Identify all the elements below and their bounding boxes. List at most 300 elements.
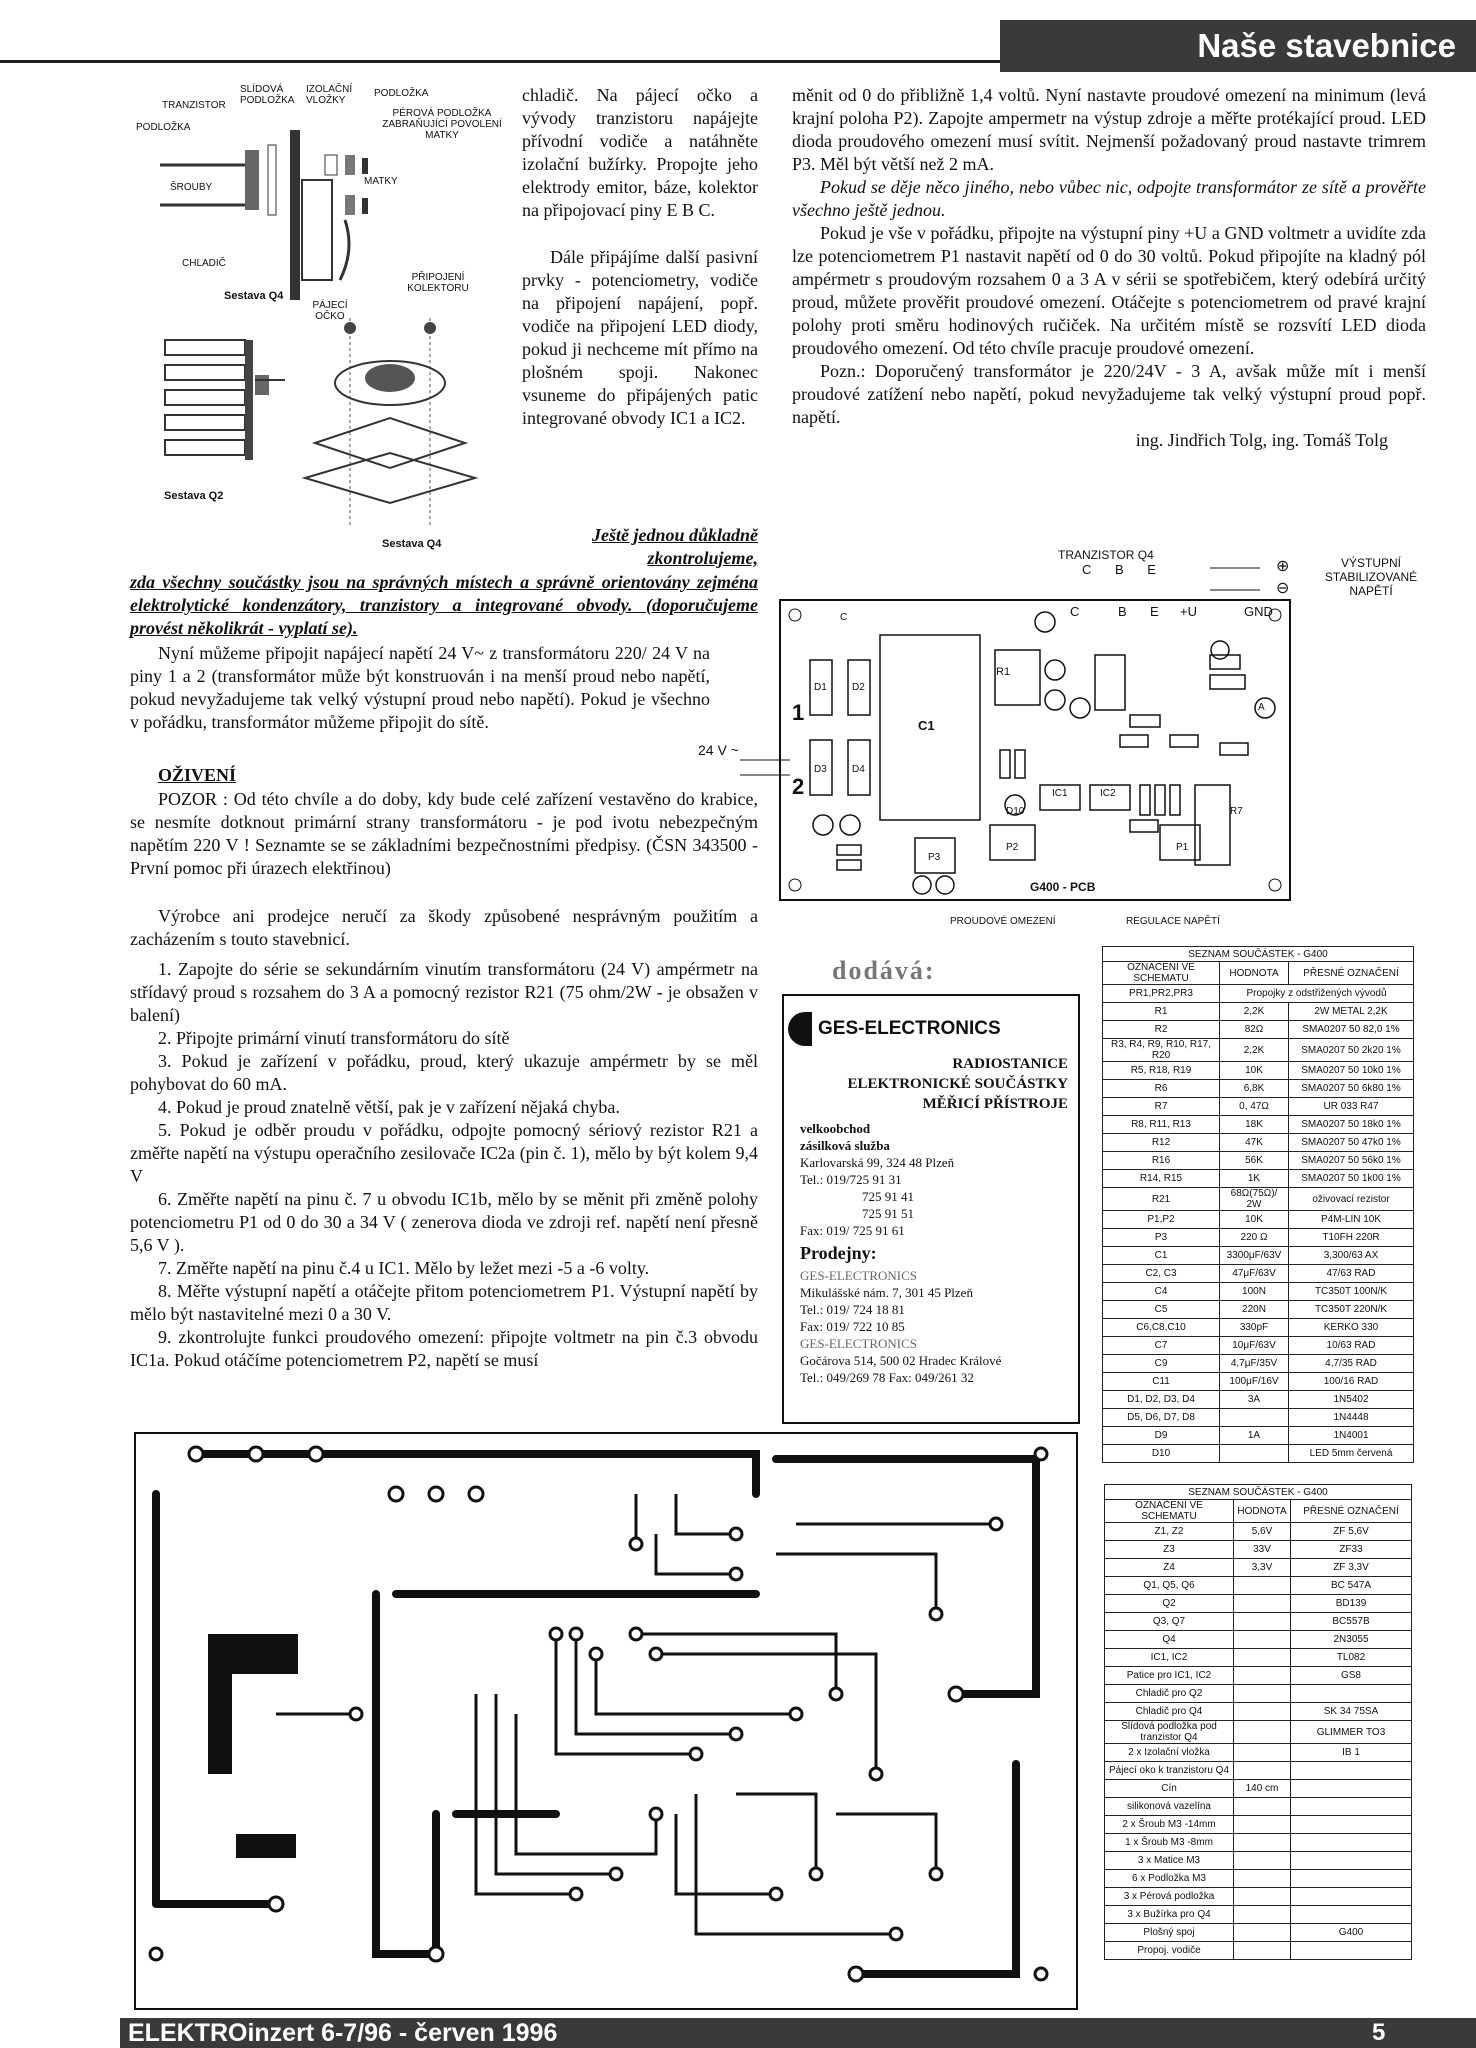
oziveni-title: OŽIVENÍ bbox=[158, 765, 237, 785]
step-item: 9. zkontrolujte funkci proudového omezení: připojte voltmetr na pin č.3 obvodu IC1a. Pokud otáčíme potenciometrem P2, napětí se musí bbox=[130, 1327, 758, 1370]
table-cell bbox=[1234, 1744, 1291, 1762]
table-title: SEZNAM SOUČÁSTEK - G400 bbox=[1103, 947, 1414, 962]
table-row bbox=[1105, 1780, 1412, 1798]
caption-q4-stack: Sestava Q4 bbox=[382, 538, 442, 550]
table-cell bbox=[1234, 1852, 1291, 1870]
table-row bbox=[1105, 1942, 1412, 1960]
table-cell bbox=[1234, 1649, 1291, 1667]
assembly-text-2: Dále připájíme další pasivní prvky - potenciometry, vodiče na připojení napájení, popř. vodiče na připojení LED diody, pokud ji nechceme mít přímo na plošném spoji. Nakonec vsuneme do připájených patic integrované obvody IC1 a IC2. bbox=[522, 247, 758, 428]
pcb-pin-b: B bbox=[1118, 604, 1127, 619]
fig-label-collector: PŘIPOJENÍ KOLEKTORU bbox=[407, 272, 469, 294]
table-row bbox=[1105, 1595, 1412, 1613]
table-cell bbox=[1291, 1870, 1412, 1888]
shop-name: GES-ELECTRONICS bbox=[800, 1268, 917, 1283]
pcb-part-d10: D10 bbox=[1006, 806, 1025, 817]
table-cell: Q3, Q7 bbox=[1105, 1613, 1234, 1631]
table-row bbox=[1105, 1744, 1412, 1762]
table-cell: IC1, IC2 bbox=[1105, 1649, 1234, 1667]
table-cell: D5, D6, D7, D8 bbox=[1103, 1409, 1220, 1427]
table-cell: C6,C8,C10 bbox=[1103, 1319, 1220, 1337]
table-cell: Cín bbox=[1105, 1780, 1234, 1798]
table-cell bbox=[1291, 1942, 1412, 1960]
table-row bbox=[1103, 1134, 1414, 1152]
table-cell: D10 bbox=[1103, 1445, 1220, 1463]
table-cell: SK 34 75SA bbox=[1291, 1703, 1412, 1721]
table-cell: P3 bbox=[1103, 1229, 1220, 1247]
supplier-heading: dodává: bbox=[832, 956, 936, 985]
step-item: 3. Pokud je zařízení v pořádku, proud, který ukazuje ampérmetr by se měl pohybovat do 60 mA. bbox=[130, 1051, 758, 1094]
warning-line-2: zda všechny součástky jsou na správných místech a správně orientovány zejména elektrolytické kondenzátory, tranzistory a integrované obvody. (doporučujeme provést několikrát - vyplatí se). bbox=[130, 572, 758, 638]
table-cell bbox=[1234, 1816, 1291, 1834]
supplier-phone: 725 91 41 bbox=[862, 1189, 914, 1204]
table-cell bbox=[1220, 1409, 1289, 1427]
table-cell: D1, D2, D3, D4 bbox=[1103, 1391, 1220, 1409]
table-row bbox=[1105, 1559, 1412, 1577]
table-cell: 10μF/63V bbox=[1220, 1337, 1289, 1355]
parts-table-1-body bbox=[1103, 985, 1414, 1463]
shop-name: GES-ELECTRONICS bbox=[800, 1336, 917, 1351]
section-title: Naše stavebnice bbox=[1197, 27, 1456, 64]
pcb-pin-e: E bbox=[1150, 604, 1159, 619]
supplier-shops-title: Prodejny: bbox=[800, 1243, 877, 1263]
pcb-label-cbe: C B E bbox=[1082, 562, 1166, 577]
table-cell bbox=[1234, 1924, 1291, 1942]
table-cell: R16 bbox=[1103, 1152, 1220, 1170]
q2-transistor bbox=[255, 375, 269, 395]
table-cell: UR 033 R47 bbox=[1289, 1098, 1414, 1116]
pcb-plus: ⊕ bbox=[1276, 558, 1290, 575]
step-item: 7. Změřte napětí na pinu č.4 u IC1. Mělo by ležet mezi -5 a -6 volty. bbox=[158, 1258, 650, 1278]
table-cell: C11 bbox=[1103, 1373, 1220, 1391]
supplier-tag: MĚŘICÍ PŘÍSTROJE bbox=[922, 1096, 1068, 1112]
table-cell: 220 Ω bbox=[1220, 1229, 1289, 1247]
fig-label-mica: SLÍDOVÁ PODLOŽKA bbox=[240, 84, 295, 106]
table-cell: SMA0207 50 2k20 1% bbox=[1289, 1039, 1414, 1062]
para-disclaimer: Výrobce ani prodejce neručí za škody způsobené nesprávným použitím a zacházením s touto stavebnicí. bbox=[130, 906, 758, 949]
mount-hole bbox=[1269, 879, 1281, 891]
table-cell: R5, R18, R19 bbox=[1103, 1062, 1220, 1080]
table-row bbox=[1103, 1337, 1414, 1355]
q2-base bbox=[245, 340, 253, 460]
table-cell: SMA0207 50 6k80 1% bbox=[1289, 1080, 1414, 1098]
warning-line-1: Ještě jednou důkladně zkontrolujeme, bbox=[591, 525, 758, 568]
table-cell bbox=[1291, 1834, 1412, 1852]
q4-mica bbox=[315, 418, 465, 468]
table-cell: C1 bbox=[1103, 1247, 1220, 1265]
table-row bbox=[1105, 1523, 1412, 1541]
table-cell: oživovací rezistor bbox=[1289, 1188, 1414, 1211]
table-cell: R3, R4, R9, R10, R17, R20 bbox=[1103, 1039, 1220, 1062]
table-row bbox=[1103, 1229, 1414, 1247]
section-title-banner bbox=[1000, 20, 1476, 72]
table-row bbox=[1103, 1247, 1414, 1265]
table-row bbox=[1103, 1211, 1414, 1229]
table-cell: Chladič pro Q2 bbox=[1105, 1685, 1234, 1703]
table-cell: 1A bbox=[1220, 1427, 1289, 1445]
table-cell: Plošný spoj bbox=[1105, 1924, 1234, 1942]
table-cell bbox=[1234, 1703, 1291, 1721]
table-cell: LED 5mm červená bbox=[1289, 1445, 1414, 1463]
table-row bbox=[1103, 1445, 1414, 1463]
table-cell: R7 bbox=[1103, 1098, 1220, 1116]
table-cell: GLIMMER TO3 bbox=[1291, 1721, 1412, 1744]
table-cell: Q4 bbox=[1105, 1631, 1234, 1649]
supplier-name: GES-ELECTRONICS bbox=[818, 1018, 1001, 1039]
table-cell: 4,7μF/35V bbox=[1220, 1355, 1289, 1373]
supplier-phone: Tel.: 019/725 91 31 bbox=[800, 1172, 902, 1187]
pcb-part-d4: D4 bbox=[852, 764, 865, 775]
table-cell: ZF 3,3V bbox=[1291, 1559, 1412, 1577]
table-row bbox=[1105, 1721, 1412, 1744]
pcb-traces bbox=[136, 1434, 1076, 2008]
table-row bbox=[1105, 1852, 1412, 1870]
supplier-tags bbox=[848, 1054, 1068, 1114]
table-row bbox=[1105, 1577, 1412, 1595]
table-cell bbox=[1234, 1798, 1291, 1816]
table-cell: 1 x Šroub M3 -8mm bbox=[1105, 1834, 1234, 1852]
table-cell: 18K bbox=[1220, 1116, 1289, 1134]
table-cell: C7 bbox=[1103, 1337, 1220, 1355]
q2-fins bbox=[165, 340, 245, 455]
table-cell: 330pF bbox=[1220, 1319, 1289, 1337]
figure-q2-heatsink bbox=[160, 335, 290, 465]
authors: ing. Jindřich Tolg, ing. Tomáš Tolg bbox=[1135, 430, 1388, 450]
table-cell bbox=[1291, 1888, 1412, 1906]
table-row bbox=[1105, 1906, 1412, 1924]
table-cell: 47μF/63V bbox=[1220, 1265, 1289, 1283]
fig-label-nuts: MATKY bbox=[364, 176, 398, 187]
transistor-body bbox=[245, 150, 259, 210]
table-cell: 6,8K bbox=[1220, 1080, 1289, 1098]
table-cell: P1,P2 bbox=[1103, 1211, 1220, 1229]
mount-hole bbox=[789, 879, 801, 891]
table-cell: 4,7/35 RAD bbox=[1289, 1355, 1414, 1373]
table-cell bbox=[1234, 1721, 1291, 1744]
table-cell bbox=[1234, 1834, 1291, 1852]
table-row bbox=[1103, 1409, 1414, 1427]
table-cell bbox=[1234, 1577, 1291, 1595]
pcb-part-d2: D2 bbox=[852, 682, 865, 693]
nut-lower bbox=[362, 198, 368, 214]
q4-heatsink-plate bbox=[305, 453, 475, 503]
table-cell bbox=[1234, 1942, 1291, 1960]
supplier-box bbox=[782, 994, 1080, 1424]
step-item: 8. Měřte výstupní napětí a otáčejte přitom potenciometrem P1. Výstupní napětí by mělo být nastavitelné mezi 0 a 30 V. bbox=[130, 1281, 758, 1324]
table-cell: 2 x Izolační vložka bbox=[1105, 1744, 1234, 1762]
pcb-input-label: 24 V ~ bbox=[698, 742, 739, 758]
table-cell: C2, C3 bbox=[1103, 1265, 1220, 1283]
table-cell: R21 bbox=[1103, 1188, 1220, 1211]
table-cell: SMA0207 50 47k0 1% bbox=[1289, 1134, 1414, 1152]
table-row bbox=[1103, 1116, 1414, 1134]
pcb-pin-u: +U bbox=[1180, 604, 1197, 619]
table-cell: ZF 5,6V bbox=[1291, 1523, 1412, 1541]
right-para-2: Pokud se děje něco jiného, nebo vůbec nic, odpojte transformátor ze sítě a prověřte všechno ještě jednou. bbox=[792, 177, 1426, 220]
nut bbox=[362, 158, 368, 174]
q4-screw-head-2 bbox=[424, 322, 436, 334]
table-cell: 10/63 RAD bbox=[1289, 1337, 1414, 1355]
table-cell bbox=[1291, 1852, 1412, 1870]
shop-phone: Tel.: 019/ 724 18 81 bbox=[800, 1302, 905, 1317]
table-cell: 2W METAL 2,2K bbox=[1289, 1003, 1414, 1021]
collector-lug bbox=[340, 220, 349, 280]
fig-label-solder-lug: PÁJECÍ OČKO bbox=[312, 300, 348, 322]
table-cell: C9 bbox=[1103, 1355, 1220, 1373]
table-cell: 3,3V bbox=[1234, 1559, 1291, 1577]
table-cell: 56K bbox=[1220, 1152, 1289, 1170]
pcb-output-label: VÝSTUPNÍ STABILIZOVANÉ NAPĚTÍ bbox=[1324, 556, 1418, 598]
table-cell: 10K bbox=[1220, 1062, 1289, 1080]
header-rule bbox=[0, 60, 1000, 63]
pcb-top-pin: C bbox=[840, 612, 848, 623]
shop-phone: Tel.: 049/269 78 Fax: 049/261 32 bbox=[800, 1370, 974, 1385]
supplier-address: Karlovarská 99, 324 48 Plzeň bbox=[800, 1155, 955, 1170]
table-cell: 3A bbox=[1220, 1391, 1289, 1409]
shop-fax: Fax: 019/ 722 10 85 bbox=[800, 1319, 905, 1334]
table-header-cell: HODNOTA bbox=[1220, 962, 1289, 985]
copper-pour bbox=[236, 1834, 296, 1858]
trace-group-thin bbox=[276, 1494, 996, 1934]
table-header bbox=[1105, 1500, 1412, 1523]
supplier-contacts bbox=[800, 1120, 1001, 1386]
pcb-part-d1: D1 bbox=[814, 682, 827, 693]
table-header-cell: OZNAČENÍ VE SCHEMATU bbox=[1105, 1500, 1234, 1523]
table-row bbox=[1103, 1427, 1414, 1445]
right-para-4: Pozn.: Doporučený transformátor je 220/24V - 3 A, avšak může mít i menší proudové zatížení nebo napětí, pokud nevyžadujeme tak velký výstupní proud popř. napětí. bbox=[792, 361, 1426, 427]
pcb-parts bbox=[810, 612, 1275, 894]
table-cell bbox=[1291, 1798, 1412, 1816]
table-cell: 100μF/16V bbox=[1220, 1373, 1289, 1391]
parts-table-2 bbox=[1104, 1484, 1412, 1960]
para-pozor: POZOR : Od této chvíle a do doby, kdy bude celé zařízení vestavěno do krabice, se nesmíte dotknout primární strany transformátoru - je pod ivotu nebezpečným napětím 220 V ! Seznamte se se základními bezpečnostními předpisy. (ČSN 343500 - První pomoc při úrazech elektřinou) bbox=[130, 789, 758, 878]
table-cell bbox=[1234, 1667, 1291, 1685]
table-cell: Chladič pro Q4 bbox=[1105, 1703, 1234, 1721]
table-title: SEZNAM SOUČÁSTEK - G400 bbox=[1105, 1485, 1412, 1500]
table-cell: SMA0207 50 56k0 1% bbox=[1289, 1152, 1414, 1170]
table-cell bbox=[1234, 1613, 1291, 1631]
table-row bbox=[1103, 1373, 1414, 1391]
table-cell: Z1, Z2 bbox=[1105, 1523, 1234, 1541]
table-header-cell: OZNAČENÍ VE SCHEMATU bbox=[1103, 962, 1220, 985]
washer-lower bbox=[345, 195, 355, 215]
table-row bbox=[1103, 1170, 1414, 1188]
table-cell: 10K bbox=[1220, 1211, 1289, 1229]
table-row bbox=[1103, 1062, 1414, 1080]
fig-label-insulating: IZOLAČNÍ VLOŽKY bbox=[306, 84, 353, 106]
shop-address: Gočárova 514, 500 02 Hradec Králové bbox=[800, 1353, 1002, 1368]
caption-q2: Sestava Q2 bbox=[164, 490, 224, 502]
supplier-phone: 725 91 51 bbox=[862, 1206, 914, 1221]
table-header-cell: HODNOTA bbox=[1234, 1500, 1291, 1523]
table-row bbox=[1105, 1798, 1412, 1816]
table-cell: 6 x Podložka M3 bbox=[1105, 1870, 1234, 1888]
parts-table-2-body bbox=[1105, 1523, 1412, 1960]
table-row bbox=[1105, 1924, 1412, 1942]
fig-label-heatsink: CHLADIČ bbox=[182, 258, 226, 269]
table-cell: TC350T 100N/K bbox=[1289, 1283, 1414, 1301]
table-cell: R14, R15 bbox=[1103, 1170, 1220, 1188]
supplier-service: velkoobchod bbox=[800, 1121, 871, 1136]
table-row bbox=[1105, 1667, 1412, 1685]
table-header bbox=[1103, 962, 1414, 985]
table-cell: 3 x Bužírka pro Q4 bbox=[1105, 1906, 1234, 1924]
table-cell bbox=[1234, 1631, 1291, 1649]
table-cell: 3 x Matice M3 bbox=[1105, 1852, 1234, 1870]
caption-q4: Sestava Q4 bbox=[224, 290, 284, 302]
table-row bbox=[1105, 1870, 1412, 1888]
step-item: 4. Pokud je proud znatelně větší, pak je v zařízení nějaká chyba. bbox=[158, 1097, 620, 1117]
table-cell: 3 x Pérová podložka bbox=[1105, 1888, 1234, 1906]
table-row bbox=[1103, 985, 1414, 1003]
table-cell bbox=[1291, 1816, 1412, 1834]
table-cell: BC 547A bbox=[1291, 1577, 1412, 1595]
pcb-part-c1: C1 bbox=[918, 718, 935, 733]
table-cell: 3,300/63 AX bbox=[1289, 1247, 1414, 1265]
table-cell: Propojky z odstřižených vývodů bbox=[1220, 985, 1414, 1003]
table-cell bbox=[1234, 1685, 1291, 1703]
table-cell: 82Ω bbox=[1220, 1021, 1289, 1039]
table-header-cell: PŘESNÉ OZNAČENÍ bbox=[1291, 1500, 1412, 1523]
supplier-tag: ELEKTRONICKÉ SOUČÁSTKY bbox=[847, 1076, 1068, 1092]
table-cell: Q2 bbox=[1105, 1595, 1234, 1613]
fig-label-washer2: PODLOŽKA bbox=[136, 122, 191, 133]
table-cell: GS8 bbox=[1291, 1667, 1412, 1685]
table-cell: SMA0207 50 1k00 1% bbox=[1289, 1170, 1414, 1188]
right-para-1: měnit od 0 do přibližně 1,4 voltů. Nyní nastavte proudové omezení na minimum (levá krajní poloha P2). Zapojte ampermetr na výstup zdroje a měřte protékající proud. LED dioda proudového omezení musí svítit. Nejmenší požadovaný proud nastavte trimrem P3. Měl být větší než 2 mA. bbox=[792, 85, 1426, 174]
table-cell bbox=[1291, 1780, 1412, 1798]
supplier-logo bbox=[788, 1012, 1058, 1046]
table-row bbox=[1103, 1080, 1414, 1098]
table-cell: 100/16 RAD bbox=[1289, 1373, 1414, 1391]
table-cell: 1K bbox=[1220, 1170, 1289, 1188]
mount-hole bbox=[789, 609, 801, 621]
table-cell: PR1,PR2,PR3 bbox=[1103, 985, 1220, 1003]
table-cell: TC350T 220N/K bbox=[1289, 1301, 1414, 1319]
table-cell: C4 bbox=[1103, 1283, 1220, 1301]
supplier-tag: RADIOSTANICE bbox=[952, 1056, 1068, 1072]
table-cell: 68Ω(75Ω)/ 2W bbox=[1220, 1188, 1289, 1211]
table-cell: R6 bbox=[1103, 1080, 1220, 1098]
table-cell: 5,6V bbox=[1234, 1523, 1291, 1541]
table-cell: silikonová vazelína bbox=[1105, 1798, 1234, 1816]
table-cell: SMA0207 50 10k0 1% bbox=[1289, 1062, 1414, 1080]
step-item: 1. Zapojte do série se sekundárním vinutím transformátoru (24 V) ampérmetr na střídavý proud s rozsahem do 3 A a pomocný rezistor R21 (75 ohm/2W - je obsažen v balení) bbox=[130, 959, 758, 1025]
table-row bbox=[1103, 1003, 1414, 1021]
fig-label-washer: PODLOŽKA bbox=[374, 88, 429, 99]
mica-washer bbox=[268, 145, 276, 215]
table-cell: T10FH 220R bbox=[1289, 1229, 1414, 1247]
table-row bbox=[1105, 1685, 1412, 1703]
assembly-text-1: chladič. Na pájecí očko a vývody tranzistoru napájejte přívodní vodiče a natáhněte izolační bužírky. Propojte jeho elektrody emitor, báze, kolektor na připojovací piny E B C. bbox=[522, 85, 758, 220]
pcb-pin-1: 1 bbox=[792, 700, 805, 725]
q4-screw-head bbox=[344, 322, 356, 334]
table-row bbox=[1103, 1355, 1414, 1373]
table-row bbox=[1105, 1816, 1412, 1834]
table-cell: Slídová podložka pod tranzistor Q4 bbox=[1105, 1721, 1234, 1744]
heatsink-plate bbox=[290, 130, 300, 300]
table-row bbox=[1105, 1703, 1412, 1721]
table-cell bbox=[1234, 1870, 1291, 1888]
table-row bbox=[1105, 1834, 1412, 1852]
page-number: 5 bbox=[1372, 2019, 1386, 2046]
table-cell: C5 bbox=[1103, 1301, 1220, 1319]
table-cell: BC557B bbox=[1291, 1613, 1412, 1631]
table-cell: 3300μF/63V bbox=[1220, 1247, 1289, 1265]
table-cell: KERKO 330 bbox=[1289, 1319, 1414, 1337]
table-cell: 2N3055 bbox=[1291, 1631, 1412, 1649]
figure-q4-stack bbox=[300, 318, 480, 538]
table-cell: ZF33 bbox=[1291, 1541, 1412, 1559]
table-cell: TL082 bbox=[1291, 1649, 1412, 1667]
table-cell: P4M-LIN 10K bbox=[1289, 1211, 1414, 1229]
steps-list bbox=[130, 958, 758, 1372]
table-row bbox=[1103, 1021, 1414, 1039]
table-cell: 47K bbox=[1220, 1134, 1289, 1152]
table-cell bbox=[1291, 1906, 1412, 1924]
pcb-part-p1: P1 bbox=[1176, 842, 1189, 853]
table-cell: R2 bbox=[1103, 1021, 1220, 1039]
table-cell: 2,2K bbox=[1220, 1039, 1289, 1062]
pcb-part-p2: P2 bbox=[1006, 842, 1019, 853]
table-cell: SMA0207 50 82,0 1% bbox=[1289, 1021, 1414, 1039]
table-cell: 1N4001 bbox=[1289, 1427, 1414, 1445]
table-cell bbox=[1234, 1888, 1291, 1906]
table-row bbox=[1105, 1541, 1412, 1559]
table-cell: R8, R11, R13 bbox=[1103, 1116, 1220, 1134]
washer bbox=[345, 155, 355, 175]
table-cell: D9 bbox=[1103, 1427, 1220, 1445]
table-row bbox=[1103, 1391, 1414, 1409]
table-row bbox=[1103, 1152, 1414, 1170]
fig-label-screws: ŠROUBY bbox=[170, 182, 213, 193]
table-cell: 2,2K bbox=[1220, 1003, 1289, 1021]
pcb-layout bbox=[740, 560, 1300, 910]
table-cell: R1 bbox=[1103, 1003, 1220, 1021]
table-row bbox=[1103, 1098, 1414, 1116]
table-cell: Q1, Q5, Q6 bbox=[1105, 1577, 1234, 1595]
table-cell bbox=[1220, 1445, 1289, 1463]
table-cell: 2 x Šroub M3 -14mm bbox=[1105, 1816, 1234, 1834]
pcb-part-q1: A bbox=[1258, 702, 1265, 713]
pcb-part-d3: D3 bbox=[814, 764, 827, 775]
insulating-bush bbox=[325, 155, 337, 175]
step-item: 2. Připojte primární vinutí transformátoru do sítě bbox=[158, 1028, 510, 1048]
table-cell: IB 1 bbox=[1291, 1744, 1412, 1762]
table-row bbox=[1103, 1301, 1414, 1319]
pcb-minus: ⊖ bbox=[1276, 580, 1290, 597]
table-cell bbox=[1291, 1685, 1412, 1703]
footer-magazine: ELEKTROinzert 6-7/96 - červen 1996 bbox=[128, 2019, 558, 2047]
table-row bbox=[1103, 1319, 1414, 1337]
pcb-label-q4: TRANZISTOR Q4 bbox=[1058, 548, 1154, 562]
pcb-pin-c: C bbox=[1070, 604, 1080, 619]
parts-table-1 bbox=[1102, 946, 1414, 1463]
para-connect: Nyní můžeme připojit napájecí napětí 24 V~ z transformátoru 220/ 24 V na piny 1 a 2 (transformátor může být konstruován i na menší proud nebo napětí, pokud nevyžadujeme tak velký výstupní proud nebo napětí). Pokud je všechno v pořádku, transformátor můžeme připojit do sítě. bbox=[130, 643, 710, 732]
table-cell: Patice pro IC1, IC2 bbox=[1105, 1667, 1234, 1685]
table-row bbox=[1105, 1631, 1412, 1649]
table-cell: Propoj. vodiče bbox=[1105, 1942, 1234, 1960]
table-cell: 1N5402 bbox=[1289, 1391, 1414, 1409]
pcb-pin-2: 2 bbox=[792, 774, 805, 799]
table-row bbox=[1103, 1039, 1414, 1062]
table-cell bbox=[1291, 1762, 1412, 1780]
table-cell: SMA0207 50 18k0 1% bbox=[1289, 1116, 1414, 1134]
table-row bbox=[1105, 1649, 1412, 1667]
fig-label-spring-washer: PÉROVÁ PODLOŽKA ZABRAŇUJÍCÍ POVOLENÍ MATKY bbox=[382, 108, 502, 141]
pcb-pin-gnd: GND bbox=[1244, 604, 1273, 619]
right-column-text bbox=[792, 84, 1426, 452]
pcb-part-p3: P3 bbox=[928, 852, 941, 863]
